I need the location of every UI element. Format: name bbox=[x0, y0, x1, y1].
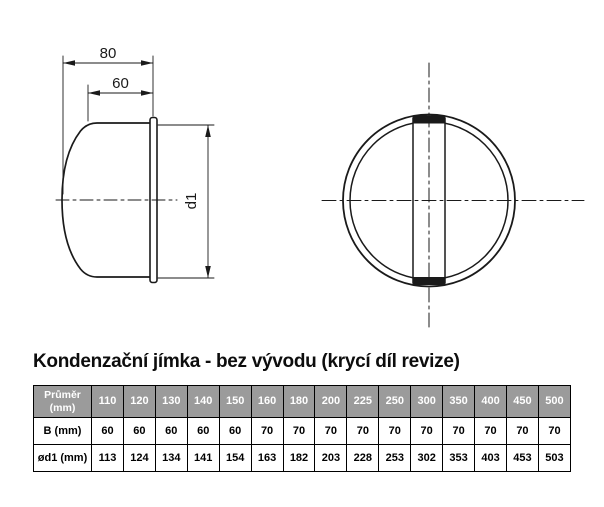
row-label-cell: ød1 (mm) bbox=[34, 445, 92, 472]
value-cell: 60 bbox=[155, 418, 187, 445]
table-header-row bbox=[34, 386, 571, 418]
value-cell: 70 bbox=[379, 418, 411, 445]
value-cell: 228 bbox=[347, 445, 379, 472]
diameter-header-cell: 160 bbox=[251, 386, 283, 418]
value-cell: 182 bbox=[283, 445, 315, 472]
value-cell: 403 bbox=[475, 445, 507, 472]
value-cell: 302 bbox=[411, 445, 443, 472]
dimension-table bbox=[33, 385, 571, 472]
value-cell: 70 bbox=[283, 418, 315, 445]
diameter-header-cell: 250 bbox=[379, 386, 411, 418]
value-cell: 163 bbox=[251, 445, 283, 472]
diameter-header-cell: 110 bbox=[92, 386, 124, 418]
dimension-d1 bbox=[183, 125, 211, 278]
arrowhead-icon bbox=[205, 266, 211, 278]
value-cell: 70 bbox=[506, 418, 538, 445]
diameter-header-cell: 225 bbox=[347, 386, 379, 418]
value-cell: 60 bbox=[92, 418, 124, 445]
value-cell: 70 bbox=[475, 418, 507, 445]
value-cell: 253 bbox=[379, 445, 411, 472]
arrowhead-icon bbox=[141, 90, 153, 96]
value-cell: 203 bbox=[315, 445, 347, 472]
value-cell: 70 bbox=[443, 418, 475, 445]
table-corner-header: Průměr (mm) bbox=[34, 386, 92, 418]
value-cell: 60 bbox=[123, 418, 155, 445]
front-view bbox=[322, 63, 584, 328]
arrowhead-icon bbox=[141, 60, 153, 66]
table-head bbox=[34, 386, 571, 418]
dimension-80 bbox=[63, 45, 153, 66]
arrowhead-icon bbox=[205, 125, 211, 137]
value-cell: 70 bbox=[411, 418, 443, 445]
diameter-header-cell: 120 bbox=[123, 386, 155, 418]
value-cell: 70 bbox=[251, 418, 283, 445]
diameter-header-cell: 200 bbox=[315, 386, 347, 418]
row-label-cell: B (mm) bbox=[34, 418, 92, 445]
arrowhead-icon bbox=[63, 60, 75, 66]
diameter-header-cell: 150 bbox=[219, 386, 251, 418]
value-cell: 353 bbox=[443, 445, 475, 472]
value-cell: 141 bbox=[187, 445, 219, 472]
diameter-header-cell: 500 bbox=[538, 386, 570, 418]
diameter-header-cell: 140 bbox=[187, 386, 219, 418]
table-body bbox=[34, 418, 571, 472]
diameter-header-cell: 450 bbox=[506, 386, 538, 418]
value-cell: 70 bbox=[538, 418, 570, 445]
diameter-header-cell: 350 bbox=[443, 386, 475, 418]
value-cell: 70 bbox=[315, 418, 347, 445]
value-cell: 124 bbox=[123, 445, 155, 472]
side-view bbox=[56, 45, 214, 283]
value-cell: 60 bbox=[187, 418, 219, 445]
dim-80-label: 80 bbox=[99, 45, 117, 62]
value-cell: 154 bbox=[219, 445, 251, 472]
page-title: Kondenzační jímka - bez vývodu (krycí díl revize) bbox=[33, 351, 460, 372]
dimension-60 bbox=[88, 75, 153, 96]
table-row bbox=[34, 445, 571, 472]
dim-d1-label: d1 bbox=[183, 192, 200, 210]
value-cell: 70 bbox=[347, 418, 379, 445]
value-cell: 503 bbox=[538, 445, 570, 472]
diameter-header-cell: 130 bbox=[155, 386, 187, 418]
table-row bbox=[34, 418, 571, 445]
diameter-header-cell: 300 bbox=[411, 386, 443, 418]
diameter-header-cell: 180 bbox=[283, 386, 315, 418]
arrowhead-icon bbox=[88, 90, 100, 96]
dim-60-label: 60 bbox=[112, 75, 129, 92]
extension-lines bbox=[63, 56, 214, 278]
value-cell: 453 bbox=[506, 445, 538, 472]
diameter-header-cell: 400 bbox=[475, 386, 507, 418]
value-cell: 113 bbox=[92, 445, 124, 472]
value-cell: 60 bbox=[219, 418, 251, 445]
value-cell: 134 bbox=[155, 445, 187, 472]
